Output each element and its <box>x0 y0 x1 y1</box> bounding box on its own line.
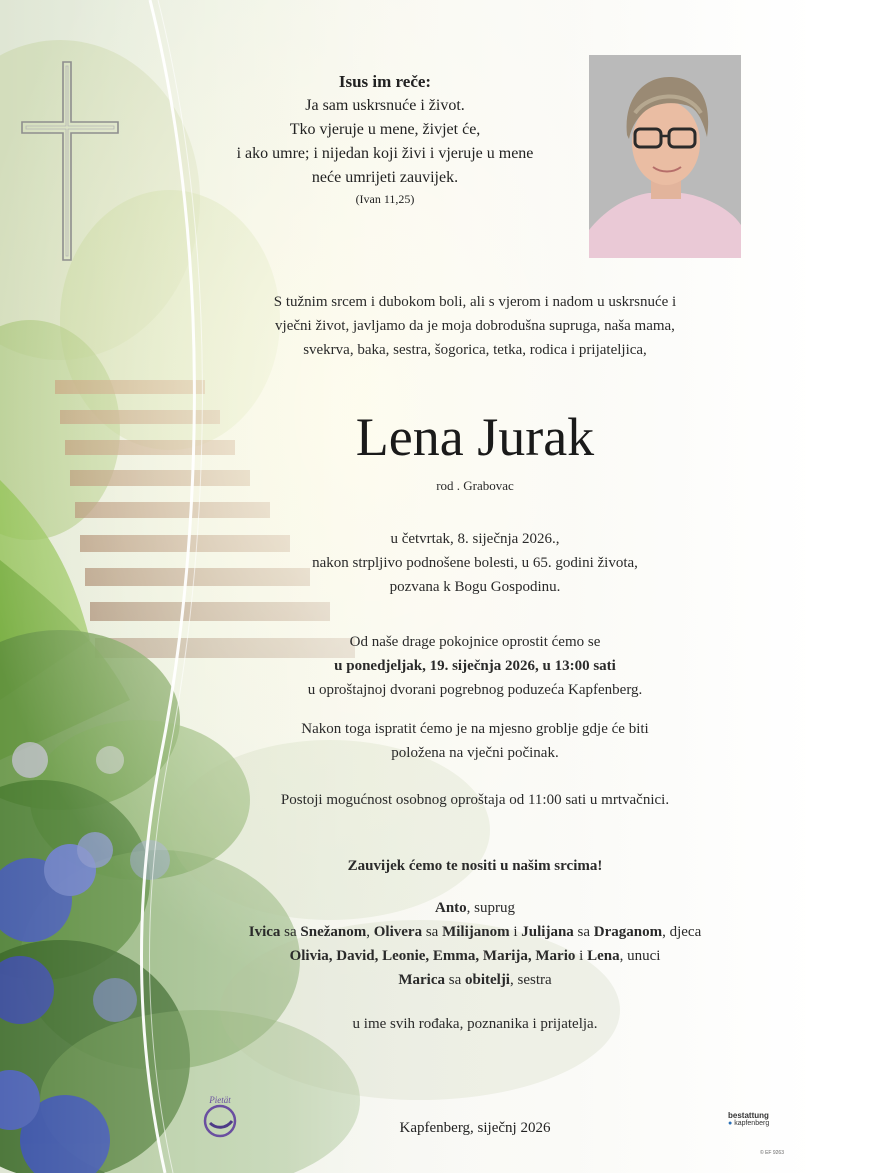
joiner-text: sa <box>422 924 443 940</box>
joiner-text: sa <box>280 924 301 940</box>
quote-line: Ja sam uskrsnuće i život. <box>305 97 465 114</box>
family-sister <box>175 968 775 992</box>
farewell-line: Od naše drage pokojnice oprostit ćemo se <box>349 634 601 650</box>
pietat-logo <box>198 1093 242 1139</box>
farewell-date: u ponedjeljak, 19. siječnja 2026, u 13:00 sati <box>334 658 616 674</box>
family-name: Anto <box>434 900 467 916</box>
logo-text: Pietät <box>209 1095 231 1105</box>
quote-line: i ako umre; i nijedan koji živi i vjeruje u mene <box>236 145 534 162</box>
family-name: Olivia, David, Leonie, Emma, Marija, Mario <box>289 948 576 964</box>
family-name: Snežanom <box>300 924 367 940</box>
death-line: u četvrtak, 8. siječnja 2026., <box>390 531 560 547</box>
burial-line: Nakon toga ispratit ćemo je na mjesno groblje gdje će biti <box>301 721 649 737</box>
death-line: pozvana k Bogu Gospodinu. <box>389 579 561 595</box>
deceased-name: Lena Jurak <box>355 407 595 467</box>
logo-text <box>728 1120 788 1127</box>
quote-title: Isus im reče: <box>338 72 432 91</box>
burial-details <box>175 717 775 765</box>
motto: Zauvijek ćemo te nositi u našim srcima! <box>347 858 603 874</box>
joiner-text: , <box>366 924 374 940</box>
cross-icon <box>18 60 122 264</box>
family-name: Olivera <box>373 924 423 940</box>
relation-text: , suprug <box>466 900 515 916</box>
maiden-name: rod . Grabovac <box>436 478 514 493</box>
intro-line: S tužnim srcem i dubokom boli, ali s vjerom i nadom u uskrsnuće i <box>273 294 677 310</box>
family-husband <box>175 896 775 920</box>
bible-quote <box>200 70 570 208</box>
relation-text: , sestra <box>509 972 552 988</box>
relation-text: , djeca <box>662 924 702 940</box>
logo-subtext: kapfenberg <box>734 1120 770 1127</box>
logo-text: bestattung <box>728 1111 769 1120</box>
joiner-text: i <box>575 948 588 964</box>
death-line: nakon strpljivo podnošene bolesti, u 65. godini života, <box>312 555 638 571</box>
reference-code: © EF 9263 <box>760 1150 784 1156</box>
family-list <box>175 896 775 992</box>
family-name: obitelji <box>464 972 510 988</box>
burial-line: položena na vječni počinak. <box>391 745 559 761</box>
joiner-text: i <box>509 924 522 940</box>
viewing-note: Postoji mogućnost osobnog oproštaja od 11:00 sati u mrtvačnici. <box>280 792 670 808</box>
death-details <box>175 527 775 599</box>
family-children <box>175 920 775 944</box>
farewell-details <box>175 630 775 702</box>
relation-text: , unuci <box>619 948 661 964</box>
intro-text <box>175 290 775 362</box>
family-name: Ivica <box>248 924 281 940</box>
bestattung-logo <box>728 1111 788 1137</box>
farewell-place: u oproštajnoj dvorani pogrebnog poduzeća Kapfenberg. <box>307 682 643 698</box>
joiner-text: sa <box>444 972 465 988</box>
family-grandchildren <box>175 944 775 968</box>
portrait-photo <box>589 55 741 258</box>
others-line: u ime svih rođaka, poznanika i prijatelja. <box>352 1016 598 1032</box>
family-name: Julijana <box>521 924 574 940</box>
family-name: Milijanom <box>442 924 510 940</box>
logo-mark-icon: ● <box>728 1120 733 1127</box>
family-name: Marica <box>398 972 445 988</box>
family-name: Lena <box>587 948 620 964</box>
quote-line: Tko vjeruje u mene, živjet će, <box>289 121 481 138</box>
quote-reference: (Ivan 11,25) <box>355 192 415 206</box>
family-name: Draganom <box>593 924 663 940</box>
intro-line: svekrva, baka, sestra, šogorica, tetka, rodica i prijateljica, <box>303 342 647 358</box>
joiner-text: sa <box>573 924 594 940</box>
intro-line: vječni život, javljamo da je moja dobrodušna supruga, naša mama, <box>275 318 675 334</box>
quote-line: neće umrijeti zauvijek. <box>311 169 459 186</box>
place-date: Kapfenberg, siječnj 2026 <box>399 1120 551 1136</box>
